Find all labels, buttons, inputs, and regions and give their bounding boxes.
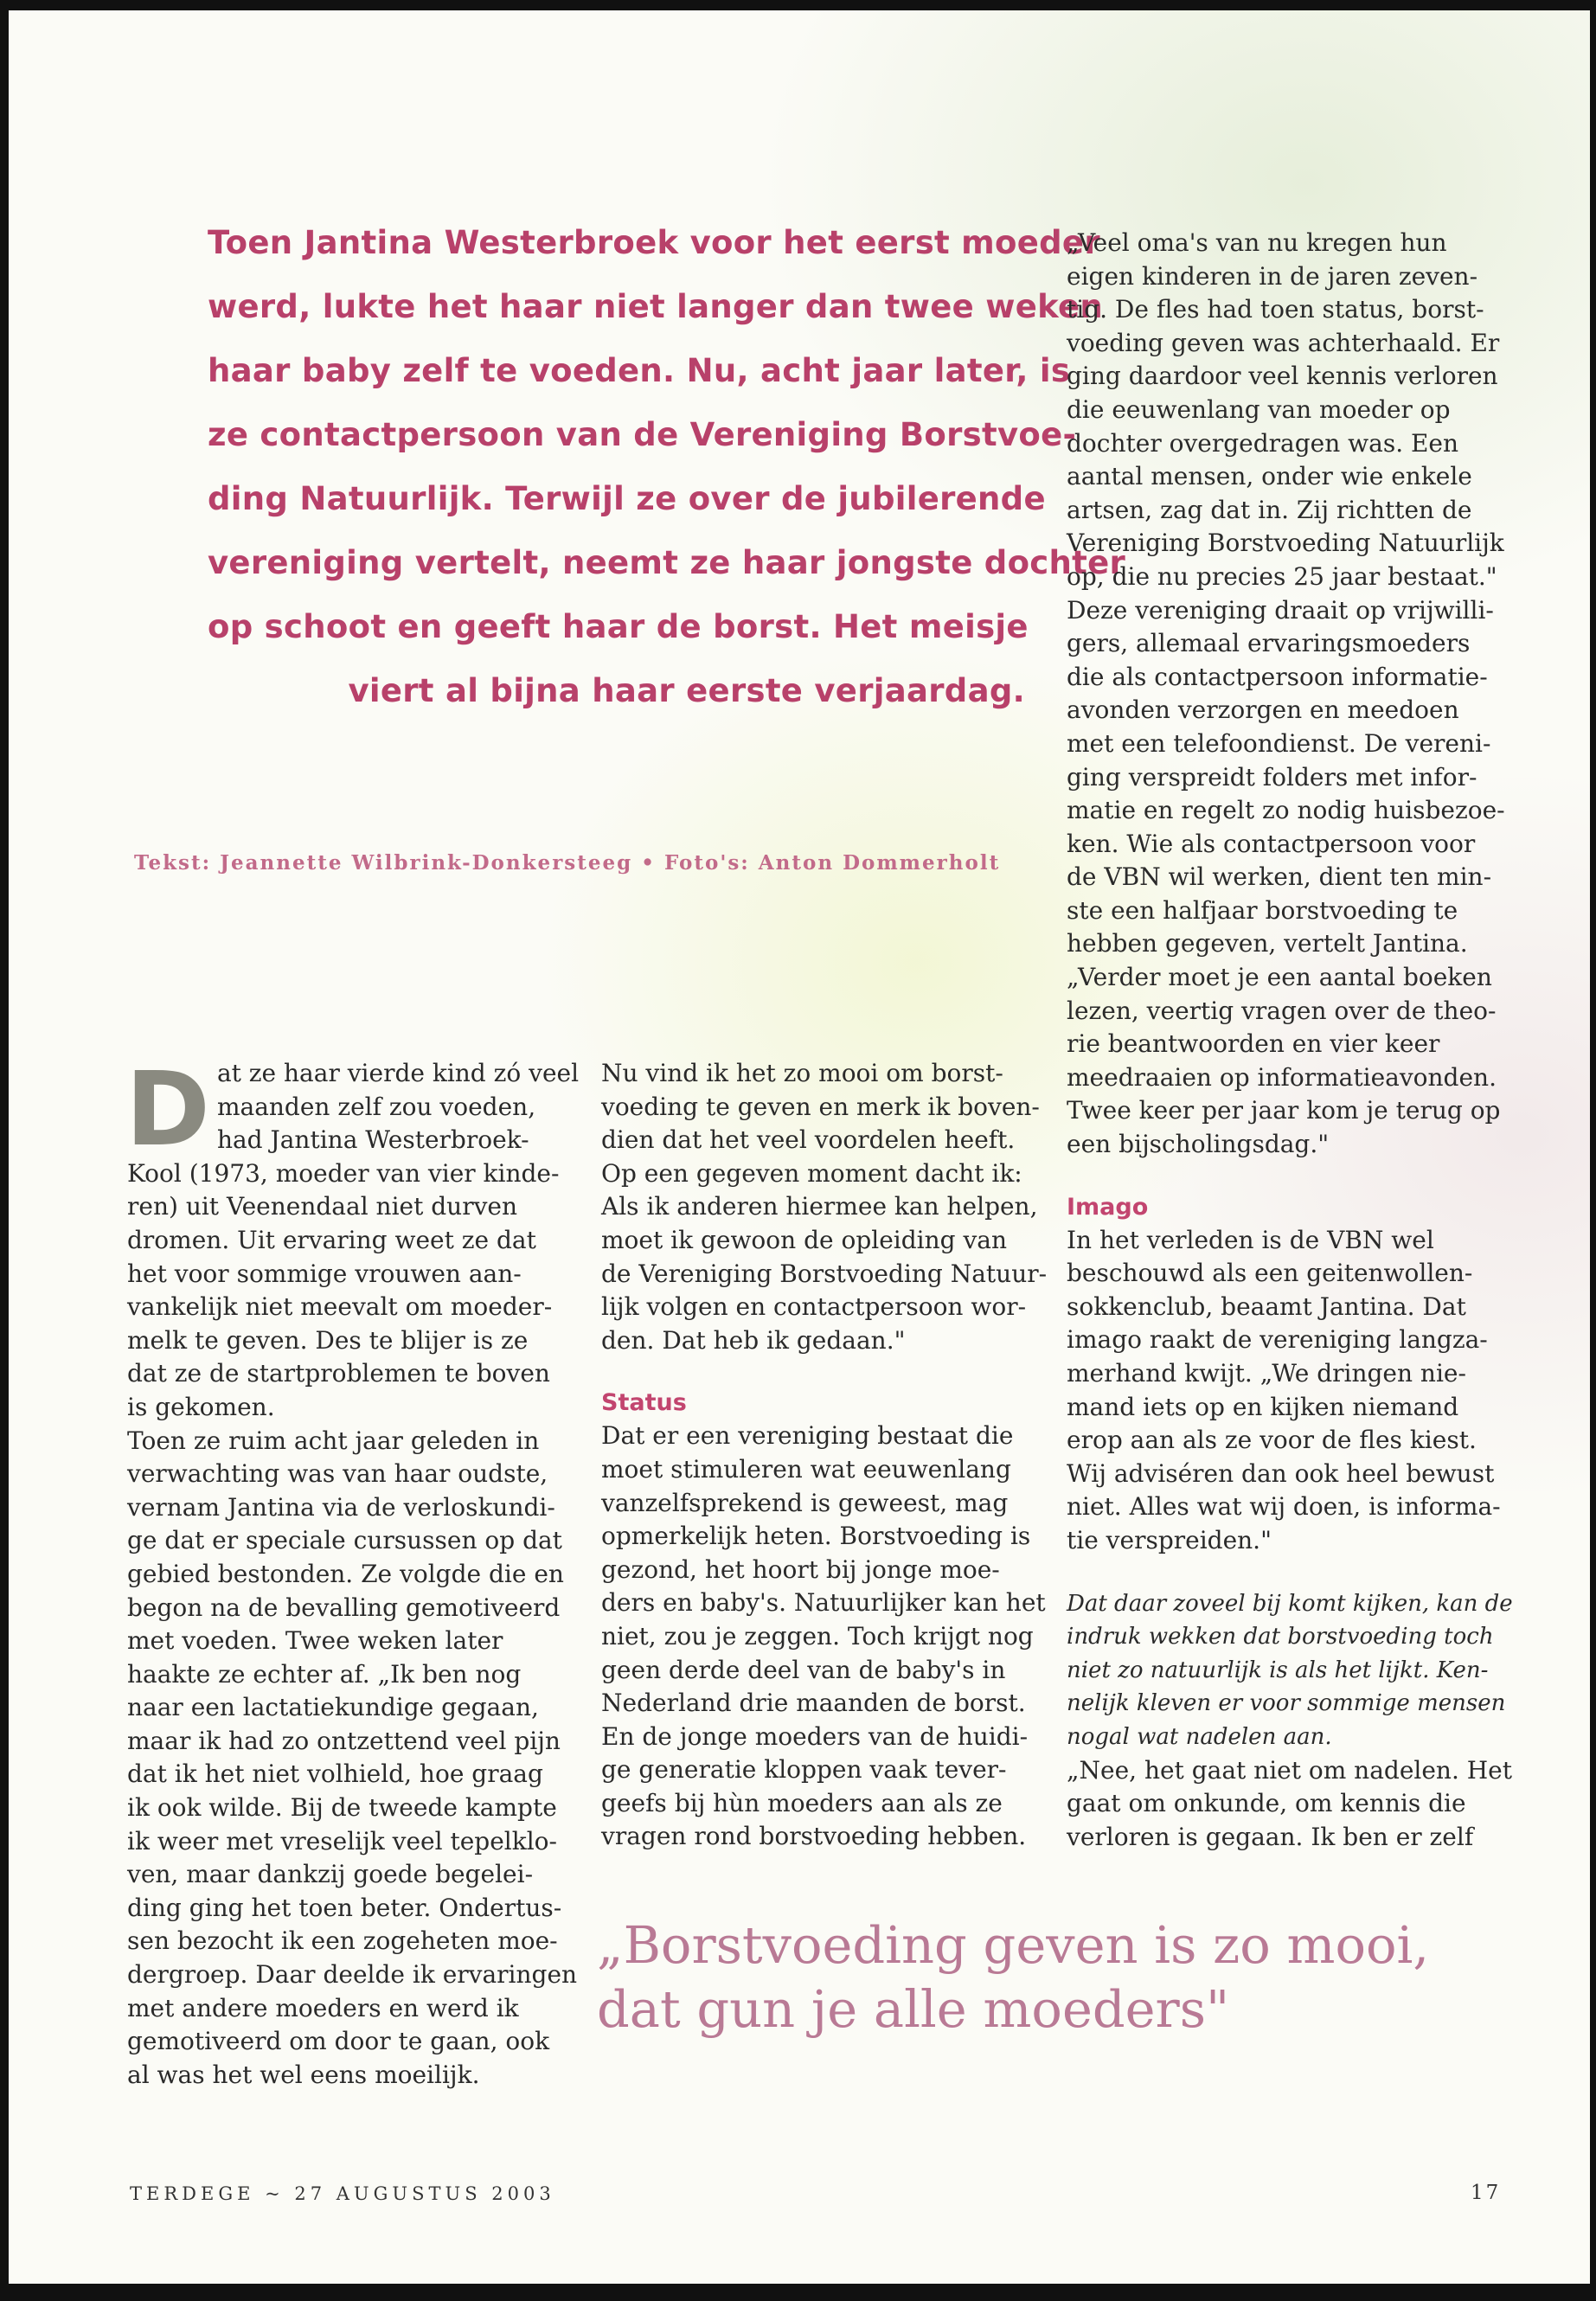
paragraph: [601, 1420, 1051, 1854]
text-line: moet ik gewoon de opleiding van: [601, 1225, 1007, 1254]
text-line: Dat daar zoveel bij komt kijken, kan de: [1067, 1590, 1513, 1617]
text-line: die als contactpersoon informatie-: [1067, 662, 1488, 691]
text-line: die eeuwenlang van moeder op: [1067, 394, 1451, 424]
text-line: ste een halfjaar borstvoeding te: [1067, 895, 1458, 925]
intro-line: viert al bijna haar eerste verjaardag.: [348, 672, 1025, 709]
text-line: verwachting was van haar oudste,: [127, 1459, 548, 1489]
byline: [134, 851, 1034, 875]
author-credit: Tekst: Jeannette Wilbrink-Donkersteeg: [134, 851, 633, 875]
text-line: Als ik anderen hiermee kan helpen,: [601, 1192, 1038, 1221]
text-line: vernam Jantina via de verloskundi-: [127, 1492, 555, 1522]
text-line: indruk wekken dat borstvoeding toch: [1067, 1624, 1494, 1650]
text-line: at ze haar vierde kind zó veel: [216, 1059, 580, 1087]
text-line: gebied bestonden. Ze volgde die en: [127, 1559, 564, 1588]
column-1: [125, 1049, 580, 2092]
text-line: ge generatie kloppen vaak tever-: [601, 1755, 1007, 1785]
text-line: nelijk kleven er voor sommige mensen: [1067, 1690, 1506, 1717]
text-line: beschouwd als een geitenwollen-: [1067, 1259, 1473, 1288]
interviewer-question: [1067, 1587, 1516, 1754]
drop-cap: D: [125, 1049, 210, 1169]
text-line: sokkenclub, beaamt Jantina. Dat: [1067, 1292, 1466, 1321]
section-heading: Imago: [1067, 1193, 1149, 1221]
column-2: [601, 1057, 1051, 1854]
paragraph: [1067, 594, 1516, 962]
text-line: In het verleden is de VBN wel: [1067, 1225, 1434, 1254]
section-heading: Status: [601, 1389, 687, 1417]
text-line: gemotiveerd om door te gaan, ook: [127, 2027, 550, 2056]
text-line: gers, allemaal ervaringsmoeders: [1067, 629, 1471, 658]
pull-quote: [597, 1913, 1531, 2041]
text-line: vragen rond borstvoeding hebben.: [601, 1822, 1027, 1851]
text-line: Nu vind ik het zo mooi om borst-: [601, 1059, 1003, 1087]
text-line: lijk volgen en contactpersoon wor-: [601, 1292, 1027, 1322]
paragraph: [1067, 227, 1516, 594]
footer-publication: TERDEGE ~ 27 AUGUSTUS 2003: [130, 2183, 555, 2204]
text-line: Deze vereniging draait op vrijwilli-: [1067, 595, 1494, 625]
text-line: had Jantina Westerbroek-: [216, 1125, 529, 1155]
text-line: ge dat er speciale cursussen op dat: [127, 1526, 562, 1555]
text-line: voeding geven was achterhaald. Er: [1067, 328, 1500, 357]
text-line: dat ik het niet volhield, hoe graag: [127, 1759, 543, 1789]
paragraph: [601, 1057, 1051, 1357]
text-line: ging verspreidt folders met infor-: [1067, 762, 1477, 792]
text-line: Nederland drie maanden de borst.: [601, 1689, 1026, 1718]
text-line: moet stimuleren wat eeuwenlang: [601, 1454, 1011, 1484]
text-line: geefs bij hùn moeders aan als ze: [601, 1788, 1003, 1817]
text-line: met andere moeders en werd ik: [127, 1993, 519, 2022]
text-line: geen derde deel van de baby's in: [601, 1655, 1006, 1684]
text-line: begon na de bevalling gemotiveerd: [127, 1593, 561, 1622]
paragraph: [127, 1425, 577, 2093]
text-line: ren) uit Veenendaal niet durven: [127, 1192, 518, 1221]
text-line: mand iets op en kijken niemand: [1067, 1392, 1459, 1421]
text-line: gaat om onkunde, om kennis die: [1067, 1789, 1466, 1818]
intro-line: ze contactpersoon van de Vereniging Borstvoe-: [208, 416, 1077, 453]
text-line: „Nee, het gaat niet om nadelen. Het: [1067, 1755, 1513, 1785]
text-line: avonden verzorgen en meedoen: [1067, 695, 1459, 725]
text-line: niet. Alles wat wij doen, is informa-: [1067, 1492, 1501, 1522]
text-line: hebben gegeven, vertelt Jantina.: [1067, 929, 1468, 958]
magazine-page: [9, 10, 1590, 2284]
text-line: „Verder moet je een aantal boeken: [1067, 963, 1492, 992]
text-line: ven, maar dankzij goede begelei-: [127, 1860, 534, 1889]
text-line: voeding te geven en merk ik boven-: [601, 1092, 1040, 1121]
text-line: dat ze de startproblemen te boven: [127, 1359, 550, 1388]
text-line: artsen, zag dat in. Zij richtten de: [1067, 495, 1472, 524]
text-line: rie beantwoorden en vier keer: [1067, 1029, 1440, 1059]
pull-quote-line: „Borstvoeding geven is zo mooi,: [597, 1915, 1430, 1975]
text-line: maanden zelf zou voeden,: [216, 1092, 536, 1121]
text-line: met voeden. Twee weken later: [127, 1626, 503, 1656]
byline-separator: •: [641, 851, 656, 875]
column-3: [1067, 227, 1516, 1854]
text-line: ik ook wilde. Bij de tweede kampte: [127, 1793, 557, 1823]
text-line: Vereniging Borstvoeding Natuurlijk: [1067, 529, 1504, 558]
text-line: ders en baby's. Natuurlijker kan het: [601, 1588, 1046, 1618]
text-line: den. Dat heb ik gedaan.": [601, 1325, 906, 1355]
page-number: 17: [1471, 2182, 1502, 2204]
text-line: met een telefoondienst. De vereni-: [1067, 728, 1491, 758]
paragraph: [1067, 1754, 1516, 1855]
text-line: nogal wat nadelen aan.: [1067, 1723, 1332, 1750]
text-line: dromen. Uit ervaring weet ze dat: [127, 1225, 536, 1254]
text-line: ging daardoor veel kennis verloren: [1067, 362, 1498, 391]
text-line: maar ik had zo ontzettend veel pijn: [127, 1726, 561, 1755]
text-line: haakte ze echter af. „Ik ben nog: [127, 1659, 522, 1689]
paragraph: [1067, 961, 1516, 1162]
text-line: al was het wel eens moeilijk.: [127, 2060, 480, 2089]
paragraph: [125, 1049, 580, 1425]
text-line: Toen ze ruim acht jaar geleden in: [127, 1426, 540, 1455]
text-line: meedraaien op informatieavonden.: [1067, 1062, 1497, 1092]
text-line: matie en regelt zo nodig huisbezoe-: [1067, 796, 1505, 825]
text-line: het voor sommige vrouwen aan-: [127, 1259, 522, 1288]
text-line: tig. De fles had toen status, borst-: [1067, 295, 1484, 324]
text-line: tie verspreiden.": [1067, 1525, 1272, 1554]
paragraph: [1067, 1224, 1516, 1558]
text-line: Wij adviséren dan ook heel bewust: [1067, 1458, 1495, 1488]
text-line: verloren is gegaan. Ik ben er zelf: [1067, 1822, 1474, 1851]
text-line: „Veel oma's van nu kregen hun: [1067, 228, 1447, 257]
text-line: is gekomen.: [127, 1392, 275, 1421]
intro-lead: [208, 211, 1126, 723]
text-line: dochter overgedragen was. Een: [1067, 428, 1459, 458]
text-line: En de jonge moeders van de huidi-: [601, 1721, 1029, 1751]
text-line: Kool (1973, moeder van vier kinde-: [127, 1158, 560, 1188]
text-line: niet zo natuurlijk is als het lijkt. Ken-: [1067, 1657, 1489, 1683]
text-line: dien dat het veel voordelen heeft.: [601, 1125, 1016, 1155]
text-line: ken. Wie als contactpersoon voor: [1067, 829, 1476, 858]
intro-line: haar baby zelf te voeden. Nu, acht jaar later, is: [208, 352, 1071, 389]
pull-quote-line: dat gun je alle moeders": [597, 1979, 1230, 2039]
text-line: aantal mensen, onder wie enkele: [1067, 462, 1472, 491]
text-line: imago raakt de vereniging langza-: [1067, 1325, 1488, 1355]
intro-line: Toen Jantina Westerbroek voor het eerst moeder: [208, 224, 1100, 261]
text-line: naar een lactatiekundige gegaan,: [127, 1693, 539, 1722]
text-line: dergroep. Daar deelde ik ervaringen: [127, 1960, 578, 1990]
text-line: erop aan als ze voor de fles kiest.: [1067, 1426, 1477, 1455]
intro-line: op schoot en geeft haar de borst. Het meisje: [208, 608, 1029, 645]
text-line: gezond, het hoort bij jonge moe-: [601, 1554, 1000, 1584]
text-line: ding ging het toen beter. Ondertus-: [127, 1893, 562, 1922]
text-line: op, die nu precies 25 jaar bestaat.": [1067, 561, 1497, 591]
text-line: vankelijk niet meevalt om moeder-: [127, 1292, 553, 1322]
text-line: merhand kwijt. „We dringen nie-: [1067, 1359, 1466, 1388]
text-line: melk te geven. Des te blijer is ze: [127, 1325, 529, 1355]
text-line: ik weer met vreselijk veel tepelklo-: [127, 1826, 557, 1856]
text-line: sen bezocht ik een zogeheten moe-: [127, 1926, 558, 1956]
text-line: Op een gegeven moment dacht ik:: [601, 1158, 1022, 1188]
intro-line: ding Natuurlijk. Terwijl ze over de jubilerende: [208, 480, 1046, 517]
intro-line: werd, lukte het haar niet langer dan twee weken: [208, 288, 1104, 325]
text-line: niet, zou je zeggen. Toch krijgt nog: [601, 1621, 1034, 1650]
text-line: een bijscholingsdag.": [1067, 1130, 1330, 1159]
text-line: opmerkelijk heten. Borstvoeding is: [601, 1522, 1031, 1551]
text-line: eigen kinderen in de jaren zeven-: [1067, 261, 1478, 291]
photo-credit: Foto's: Anton Dommerholt: [663, 851, 1001, 875]
intro-line: vereniging vertelt, neemt ze haar jongste dochter: [208, 544, 1126, 581]
text-line: de Vereniging Borstvoeding Natuur-: [601, 1259, 1048, 1288]
text-line: lezen, veertig vragen over de theo-: [1067, 996, 1497, 1025]
text-line: Dat er een vereniging bestaat die: [601, 1421, 1014, 1451]
text-line: de VBN wil werken, dient ten min-: [1067, 862, 1492, 892]
text-line: Twee keer per jaar kom je terug op: [1067, 1096, 1501, 1125]
text-line: vanzelfsprekend is geweest, mag: [601, 1488, 1009, 1517]
